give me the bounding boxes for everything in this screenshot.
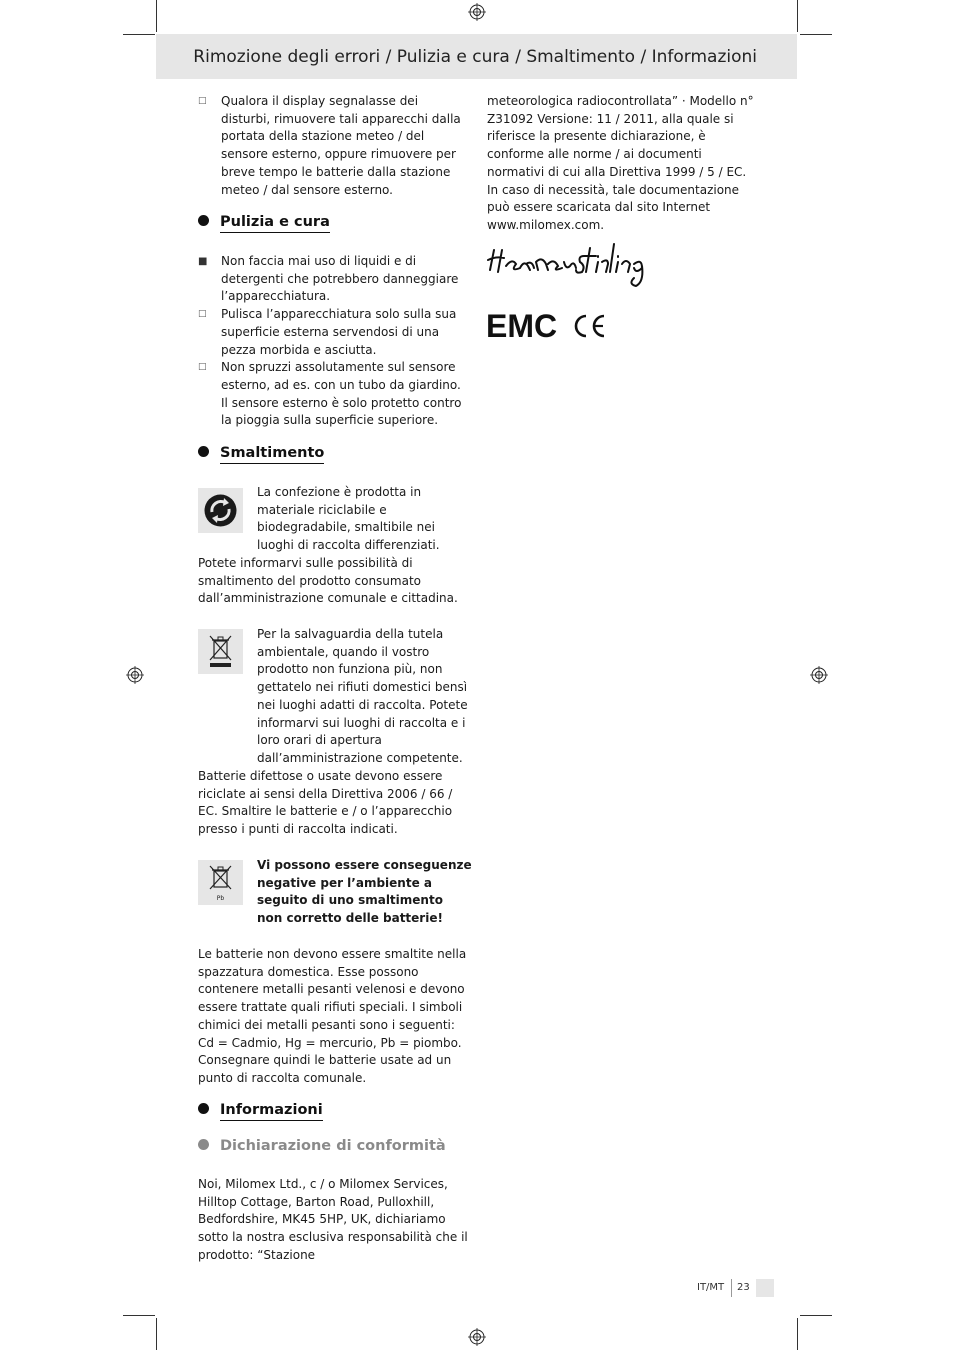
page-number: 23: [737, 1282, 750, 1293]
packaging-info: La confezione è prodotta in materiale riciclabile e biodegradabile, smaltibile nei luoghi di raccolta differenziati.: [257, 485, 440, 553]
heading-bullet-icon: [198, 215, 209, 226]
crop-mark: [123, 34, 155, 35]
pb-label: Pb: [216, 895, 225, 902]
footer-divider: [731, 1279, 732, 1297]
subheading-dichiarazione: Dichiarazione di conformità: [198, 1138, 446, 1154]
crop-mark: [797, 0, 798, 32]
heading-bullet-icon: [198, 446, 209, 457]
open-square-icon: □: [198, 362, 207, 373]
open-square-icon: □: [198, 309, 207, 320]
crop-mark: [156, 1318, 157, 1350]
subheading-bullet-icon: [198, 1139, 209, 1150]
list-item: Non spruzzi assolutamente sul sensore esterno, ad es. con un tubo da giardino. Il sensore esterno è solo protetto contro la pioggia sulla superficie superiore.: [221, 360, 462, 428]
troubleshooting-text: Qualora il display segnalasse dei disturbi, rimuovere tali apparecchi dalla portata della stazione meteo / del sensore esterno, oppure rimuovere per breve tempo le batterie dalla stazione meteo / dal sensore esterno.: [221, 94, 461, 197]
crop-mark: [797, 1318, 798, 1350]
signature-image: [486, 238, 696, 288]
troubleshooting-item: [198, 93, 470, 199]
weee-info: Per la salvaguardia della tutela ambientale, quando il vostro prodotto non funziona più, non gettatelo nei rifiuti domestici bensì nei luoghi adatti di raccolta. Potete informarvi sui luoghi di raccolta e i loro orari di apertura dall’amministrazione competente.: [257, 627, 468, 765]
page-title: Rimozione degli errori / Pulizia e cura / Smaltimento / Informazioni: [193, 47, 757, 67]
section-heading-smaltimento: Smaltimento: [198, 445, 324, 464]
crop-mark: [800, 34, 832, 35]
ce-mark-icon: [571, 313, 607, 339]
open-square-icon: □: [198, 96, 207, 106]
filled-square-icon: ■: [198, 256, 208, 267]
crossed-bin-pb-icon: [198, 860, 243, 905]
footer-tab: [756, 1279, 774, 1297]
list-item: Non faccia mai uso di liquidi e di detergenti che potrebbero danneggiare l’apparecchiatura.: [221, 254, 459, 304]
crop-mark: [156, 0, 157, 32]
heading-bullet-icon: [198, 1103, 209, 1114]
heavy-metals-info: Le batterie non devono essere smaltite nella spazzatura domestica. Esse possono contenere metalli pesanti velenosi e devono essere trattate quali rifiuti speciali. I simboli chimici dei metalli pesanti sono i seguenti: Cd = Cadmio, Hg = mercurio, Pb = piombo. Consegnare quindi le batterie usate ad un punto di raccolta comunale.: [198, 947, 467, 1085]
pulizia-list: [198, 253, 470, 430]
declaration-continued: meteorologica radiocontrollata” · Modello n° Z31092 Versione: 11 / 2011, alla quale si riferisce la presente dichiarazione, è conforme alle norme / ai documenti normativi di cui alla Direttiva 1999 / 5 / EC. In caso di necessità, tale documentazione può essere scaricata dal sito Internet www.milomex.com.: [487, 94, 754, 232]
emc-label: EMC: [486, 308, 558, 344]
disposal-info: Potete informarvi sulle possibilità di smaltimento del prodotto consumato dall’amministrazione comunale e cittadina.: [198, 556, 458, 606]
battery-icon-box: [198, 860, 243, 905]
weee-icon-box: [198, 629, 243, 674]
green-dot-recycle-icon: [198, 488, 243, 533]
crop-mark: [123, 1315, 155, 1316]
list-item: Pulisca l’apparecchiatura solo sulla sua superficie esterna servendosi di una pezza morbida e asciutta.: [221, 307, 457, 357]
registration-mark-icon: [810, 666, 828, 684]
registration-mark-icon: [468, 3, 486, 21]
section-heading-pulizia: Pulizia e cura: [198, 214, 330, 233]
crop-mark: [800, 1315, 832, 1316]
battery-directive: Batterie difettose o usate devono essere riciclate ai sensi della Direttiva 2006 / 66 / EC. Smaltire le batterie e / o l’apparecchio presso i punti di raccolta indicati.: [198, 769, 453, 837]
recycle-icon-box: [198, 488, 243, 533]
declaration-start: Noi, Milomex Ltd., c / o Milomex Services, Hilltop Cottage, Barton Road, Pulloxhill, Bedfordshire, MK45 5HP, UK, dichiariamo sotto la nostra esclusiva responsabilità che il prodotto: “Stazione: [198, 1177, 468, 1262]
registration-mark-icon: [126, 666, 144, 684]
page-header: [156, 34, 797, 79]
registration-mark-icon: [468, 1328, 486, 1346]
section-heading-informazioni: Informazioni: [198, 1102, 323, 1121]
battery-warning: Vi possono essere conseguenze negative per l’ambiente a seguito di uno smaltimento non corretto delle batterie!: [257, 858, 472, 926]
footer-language: IT/MT: [697, 1282, 725, 1293]
crossed-bin-icon: [198, 629, 243, 674]
